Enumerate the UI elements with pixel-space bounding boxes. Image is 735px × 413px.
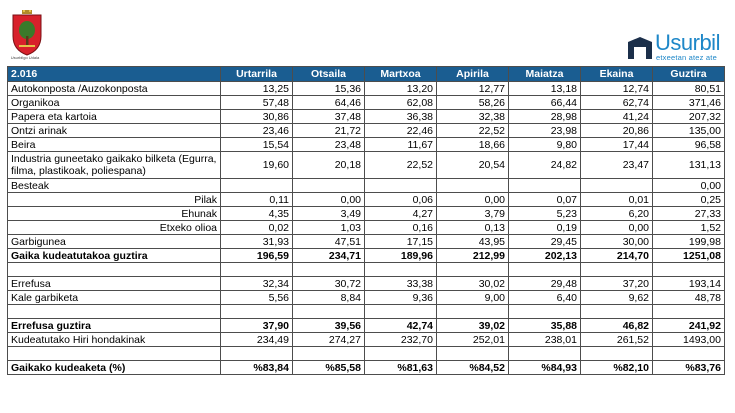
- column-header-month: Ekaina: [581, 67, 653, 82]
- cell-value: 19,60: [221, 152, 293, 179]
- cell-value: [221, 179, 293, 193]
- table-row: [8, 179, 725, 193]
- column-header-year: 2.016: [8, 67, 221, 82]
- row-label: Autokonposta /Auzokonposta: [8, 82, 221, 96]
- cell-value: 23,47: [581, 152, 653, 179]
- cell-value: 20,54: [437, 152, 509, 179]
- cell-value: 234,49: [221, 333, 293, 347]
- cell-value: 11,67: [365, 138, 437, 152]
- cell-total: 241,92: [653, 319, 725, 333]
- column-header-total: Guztira: [653, 67, 725, 82]
- cell-value: 13,25: [221, 82, 293, 96]
- column-header-month: Apirila: [437, 67, 509, 82]
- table-row: [8, 96, 725, 110]
- table-header-row: [8, 67, 725, 82]
- cell-value: 13,18: [509, 82, 581, 96]
- table-spacer-row: [8, 263, 725, 277]
- table-row-percentage: [8, 361, 725, 375]
- cell-value: 37,20: [581, 277, 653, 291]
- cell-value: 9,80: [509, 138, 581, 152]
- table-row: [8, 221, 725, 235]
- cell-value: 234,71: [293, 249, 365, 263]
- table-row: [8, 333, 725, 347]
- cell-value: 0,16: [365, 221, 437, 235]
- cell-value: [365, 179, 437, 193]
- cell-value: 24,82: [509, 152, 581, 179]
- cell-value: 232,70: [365, 333, 437, 347]
- table-row: [8, 207, 725, 221]
- brand-tagline: etxeetan atez ate: [656, 53, 717, 62]
- cell-value: [509, 179, 581, 193]
- row-label: Errefusa: [8, 277, 221, 291]
- cell-total: 48,78: [653, 291, 725, 305]
- cell-total: %83,76: [653, 361, 725, 375]
- column-header-month: Martxoa: [365, 67, 437, 82]
- table-row: [8, 124, 725, 138]
- cell-value: 5,56: [221, 291, 293, 305]
- row-label: Errefusa guztira: [8, 319, 221, 333]
- table-spacer-row: [8, 347, 725, 361]
- cell-total: 1251,08: [653, 249, 725, 263]
- cell-value: 30,00: [581, 235, 653, 249]
- cell-total: 135,00: [653, 124, 725, 138]
- usurbil-logo: [625, 32, 733, 64]
- cell-value: 47,51: [293, 235, 365, 249]
- cell-value: 41,24: [581, 110, 653, 124]
- table-row: [8, 138, 725, 152]
- cell-value: 0,07: [509, 193, 581, 207]
- cell-value: 5,23: [509, 207, 581, 221]
- row-label: Etxeko olioa: [8, 221, 221, 235]
- cell-value: 13,20: [365, 82, 437, 96]
- cell-value: %81,63: [365, 361, 437, 375]
- cell-total: 131,13: [653, 152, 725, 179]
- row-label: Gaika kudeatutakoa guztira: [8, 249, 221, 263]
- cell-value: 39,02: [437, 319, 509, 333]
- column-header-month: Otsaila: [293, 67, 365, 82]
- cell-value: 42,74: [365, 319, 437, 333]
- cell-value: %85,58: [293, 361, 365, 375]
- cell-total: 0,25: [653, 193, 725, 207]
- cell-value: 30,72: [293, 277, 365, 291]
- table-row-total: [8, 249, 725, 263]
- table-row: [8, 291, 725, 305]
- cell-value: 274,27: [293, 333, 365, 347]
- cell-value: 39,56: [293, 319, 365, 333]
- cell-value: 22,52: [365, 152, 437, 179]
- town-caption: Usurbilgo Udala: [10, 55, 40, 60]
- row-label: Papera eta kartoia: [8, 110, 221, 124]
- cell-value: 196,59: [221, 249, 293, 263]
- cell-total: 207,32: [653, 110, 725, 124]
- row-label: Beira: [8, 138, 221, 152]
- cell-value: 0,01: [581, 193, 653, 207]
- cell-total: 1,52: [653, 221, 725, 235]
- cell-value: 20,18: [293, 152, 365, 179]
- cell-value: 58,26: [437, 96, 509, 110]
- cell-value: 6,20: [581, 207, 653, 221]
- cell-value: 0,06: [365, 193, 437, 207]
- cell-value: 29,45: [509, 235, 581, 249]
- cell-total: 96,58: [653, 138, 725, 152]
- cell-value: 15,36: [293, 82, 365, 96]
- cell-value: 29,48: [509, 277, 581, 291]
- cell-value: 0,11: [221, 193, 293, 207]
- cell-value: 37,90: [221, 319, 293, 333]
- cell-value: 32,38: [437, 110, 509, 124]
- table-spacer-row: [8, 305, 725, 319]
- cell-value: 32,34: [221, 277, 293, 291]
- row-label: Garbigunea: [8, 235, 221, 249]
- cell-value: 4,35: [221, 207, 293, 221]
- cell-value: 9,62: [581, 291, 653, 305]
- cell-value: 4,27: [365, 207, 437, 221]
- cell-value: 212,99: [437, 249, 509, 263]
- row-label: Organikoa: [8, 96, 221, 110]
- cell-total: 80,51: [653, 82, 725, 96]
- row-label: Kudeatutako Hiri hondakinak: [8, 333, 221, 347]
- cell-value: 9,00: [437, 291, 509, 305]
- column-header-month: Maiatza: [509, 67, 581, 82]
- brand-name: Usurbil: [655, 30, 720, 55]
- cell-value: 0,00: [293, 193, 365, 207]
- cell-value: 9,36: [365, 291, 437, 305]
- cell-value: 37,48: [293, 110, 365, 124]
- cell-value: 252,01: [437, 333, 509, 347]
- cell-value: 0,02: [221, 221, 293, 235]
- row-label: Kale garbiketa: [8, 291, 221, 305]
- cell-value: 35,88: [509, 319, 581, 333]
- cell-total: 193,14: [653, 277, 725, 291]
- cell-value: 22,52: [437, 124, 509, 138]
- cell-value: 17,44: [581, 138, 653, 152]
- cell-value: 31,93: [221, 235, 293, 249]
- cell-value: 30,02: [437, 277, 509, 291]
- row-label: Besteak: [8, 179, 221, 193]
- cell-value: [581, 179, 653, 193]
- row-label: Pilak: [8, 193, 221, 207]
- page-header: [0, 0, 735, 66]
- cell-value: 17,15: [365, 235, 437, 249]
- cell-value: 23,46: [221, 124, 293, 138]
- row-label: Ehunak: [8, 207, 221, 221]
- cell-value: 33,38: [365, 277, 437, 291]
- cell-value: %83,84: [221, 361, 293, 375]
- row-label: Industria guneetako gaikako bilketa (Egurra, filma, plastikoak, poliespana): [8, 152, 221, 179]
- cell-value: 66,44: [509, 96, 581, 110]
- cell-value: 62,74: [581, 96, 653, 110]
- cell-value: 21,72: [293, 124, 365, 138]
- cell-value: [437, 179, 509, 193]
- cell-value: 28,98: [509, 110, 581, 124]
- cell-total: 371,46: [653, 96, 725, 110]
- table-row: [8, 82, 725, 96]
- table-row: [8, 277, 725, 291]
- cell-value: 1,03: [293, 221, 365, 235]
- cell-total: 0,00: [653, 179, 725, 193]
- cell-value: 12,74: [581, 82, 653, 96]
- cell-value: 0,13: [437, 221, 509, 235]
- table-row: [8, 235, 725, 249]
- house-logo-icon: [627, 36, 653, 60]
- cell-value: 0,19: [509, 221, 581, 235]
- cell-value: 3,79: [437, 207, 509, 221]
- cell-value: 12,77: [437, 82, 509, 96]
- table-row: [8, 193, 725, 207]
- waste-management-table: [7, 66, 725, 375]
- cell-value: 43,95: [437, 235, 509, 249]
- cell-value: 15,54: [221, 138, 293, 152]
- cell-value: 30,86: [221, 110, 293, 124]
- cell-value: 238,01: [509, 333, 581, 347]
- cell-total: 199,98: [653, 235, 725, 249]
- cell-value: 22,46: [365, 124, 437, 138]
- cell-value: 8,84: [293, 291, 365, 305]
- cell-value: 18,66: [437, 138, 509, 152]
- cell-value: %84,93: [509, 361, 581, 375]
- cell-value: 20,86: [581, 124, 653, 138]
- cell-value: 202,13: [509, 249, 581, 263]
- column-header-month: Urtarrila: [221, 67, 293, 82]
- cell-value: 23,98: [509, 124, 581, 138]
- cell-value: 36,38: [365, 110, 437, 124]
- cell-value: 64,46: [293, 96, 365, 110]
- cell-value: %84,52: [437, 361, 509, 375]
- cell-value: 214,70: [581, 249, 653, 263]
- cell-value: 62,08: [365, 96, 437, 110]
- table-row-total: [8, 319, 725, 333]
- cell-value: 46,82: [581, 319, 653, 333]
- cell-value: %82,10: [581, 361, 653, 375]
- cell-value: 0,00: [581, 221, 653, 235]
- cell-total: 1493,00: [653, 333, 725, 347]
- cell-value: 189,96: [365, 249, 437, 263]
- cell-value: 0,00: [437, 193, 509, 207]
- cell-value: 261,52: [581, 333, 653, 347]
- cell-value: 23,48: [293, 138, 365, 152]
- cell-value: [293, 179, 365, 193]
- row-label: Ontzi arinak: [8, 124, 221, 138]
- table-row: [8, 110, 725, 124]
- cell-value: 6,40: [509, 291, 581, 305]
- cell-total: 27,33: [653, 207, 725, 221]
- table-row: [8, 152, 725, 179]
- cell-value: 3,49: [293, 207, 365, 221]
- row-label: Gaikako kudeaketa (%): [8, 361, 221, 375]
- cell-value: 57,48: [221, 96, 293, 110]
